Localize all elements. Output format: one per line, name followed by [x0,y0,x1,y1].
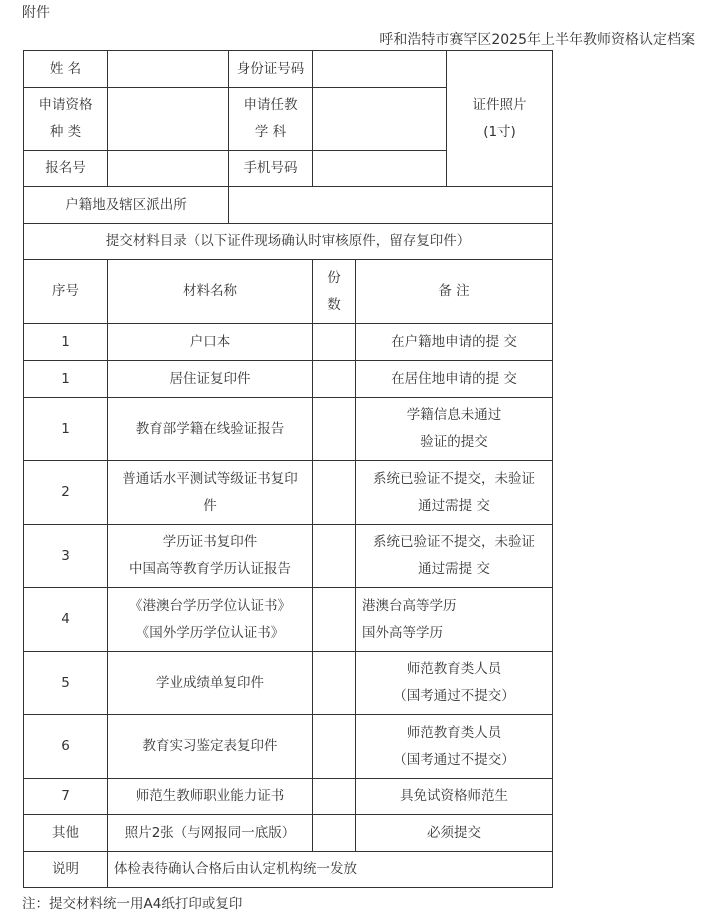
photo-size-label: (1寸) [483,123,516,140]
table-row-material: 教育部学籍在线验证报告 [108,398,313,461]
qualification-type-label: 申请资格 种 类 [24,88,108,151]
name-label: 姓 名 [24,51,108,88]
table-row-material: 教育实习鉴定表复印件 [108,715,313,779]
table-row-seq: 2 [24,461,108,525]
other-label: 其他 [24,815,108,852]
table-row-material: 居住证复印件 [108,361,313,398]
footnote: 注：提交材料统一用A4纸打印或复印 [22,896,243,912]
table-row-material: 户口本 [108,324,313,361]
table-row-material: 师范生教师职业能力证书 [108,779,313,815]
table-row-note: 师范教育类人员 （国考通过不提交） [356,652,553,715]
table-row-copies-field[interactable] [313,398,356,461]
table-row-material: 普通话水平测试等级证书复印 件 [108,461,313,525]
table-row-material: 学历证书复印件 中国高等教育学历认证报告 [108,525,313,588]
table-row-seq: 1 [24,324,108,361]
table-row-note: 在居住地申请的提 交 [356,361,553,398]
qualification-type-field[interactable] [108,88,229,151]
police-station-field[interactable] [229,187,553,224]
police-station-label: 户籍地及辖区派出所 [24,187,229,224]
table-row-material: 学业成绩单复印件 [108,652,313,715]
table-row-copies-field[interactable] [313,324,356,361]
registration-number-label: 报名号 [24,151,108,187]
table-row-copies-field[interactable] [313,779,356,815]
other-material: 照片2张（与网报同一底版） [108,815,313,852]
table-row-note: 师范教育类人员 （国考通过不提交） [356,715,553,779]
explain-text: 体检表待确认合格后由认定机构统一发放 [108,852,553,888]
table-row-seq: 1 [24,361,108,398]
table-row-copies-field[interactable] [313,652,356,715]
header-material: 材料名称 [108,260,313,324]
header-seq: 序号 [24,260,108,324]
name-value-field[interactable] [108,51,229,88]
registration-number-field[interactable] [108,151,229,187]
table-row-note: 系统已验证不提交，未验证 通过需提 交 [356,461,553,525]
table-row-seq: 5 [24,652,108,715]
table-row-seq: 1 [24,398,108,461]
table-row-copies-field[interactable] [313,461,356,525]
photo-label: 证件照片 [472,96,527,113]
photo-box [447,51,553,187]
id-number-label: 身份证号码 [229,51,313,88]
id-number-field[interactable] [313,51,447,88]
table-row-seq: 6 [24,715,108,779]
teaching-subject-field[interactable] [313,88,447,151]
table-row-note: 在户籍地申请的提 交 [356,324,553,361]
table-row-copies-field[interactable] [313,588,356,652]
table-row-seq: 3 [24,525,108,588]
table-row-copies-field[interactable] [313,525,356,588]
materials-title: 提交材料目录（以下证件现场确认时审核原件，留存复印件） [24,224,553,260]
archive-form-table [23,50,553,888]
other-copies-field[interactable] [313,815,356,852]
table-row-note: 港澳台高等学历 国外高等学历 [356,588,553,652]
teaching-subject-label: 申请任教 学 科 [229,88,313,151]
document-title: 呼和浩特市赛罕区2025年上半年教师资格认定档案 [379,32,695,48]
table-row-note: 学籍信息未通过 验证的提交 [356,398,553,461]
attachment-label: 附件 [22,5,50,21]
table-row-seq: 4 [24,588,108,652]
table-row-material: 《港澳台学历学位认证书》 《国外学历学位认证书》 [108,588,313,652]
phone-label: 手机号码 [229,151,313,187]
header-copies: 份 数 [313,260,356,324]
header-note: 备 注 [356,260,553,324]
phone-field[interactable] [313,151,447,187]
table-row-copies-field[interactable] [313,361,356,398]
table-row-note: 系统已验证不提交，未验证 通过需提 交 [356,525,553,588]
other-note: 必须提交 [356,815,553,852]
table-row-note: 具免试资格师范生 [356,779,553,815]
table-row-copies-field[interactable] [313,715,356,779]
explain-label: 说明 [24,852,108,888]
table-row-seq: 7 [24,779,108,815]
